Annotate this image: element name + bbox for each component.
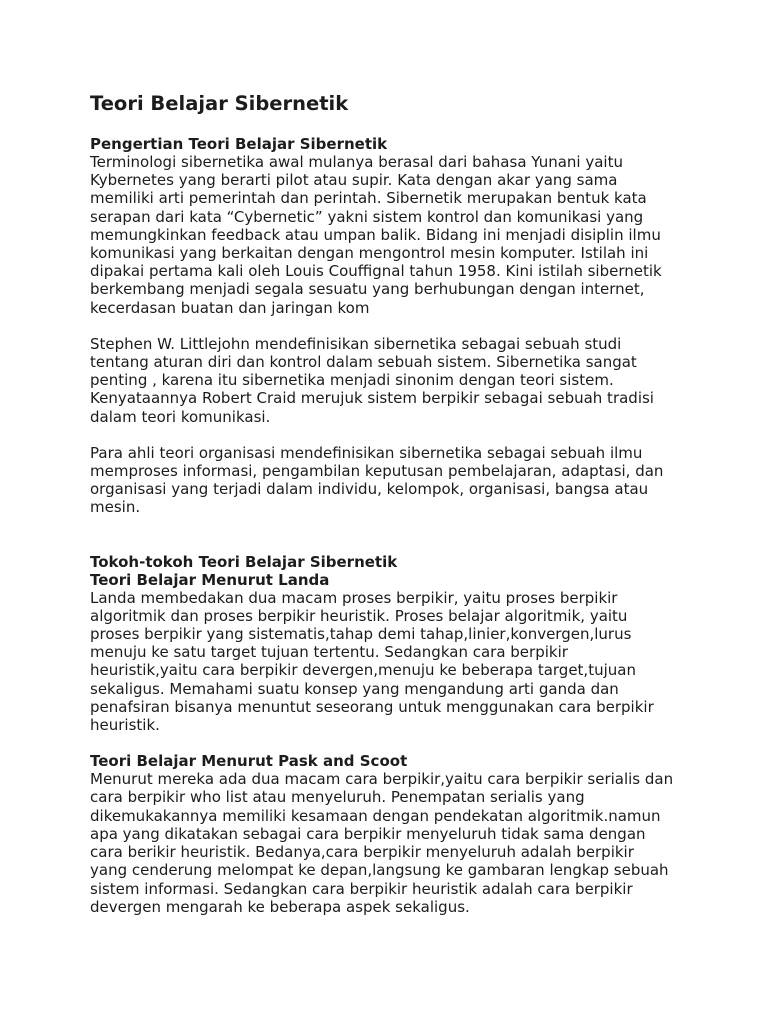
paragraph-line: devergen mengarah ke beberapa aspek sekaligus. xyxy=(90,897,470,916)
paragraph xyxy=(90,335,678,426)
spacer xyxy=(90,317,678,335)
paragraph xyxy=(90,770,678,916)
paragraph-line: dipakai pertama kali oleh Louis Couffignal tahun 1958. Kini istilah sibernetik xyxy=(90,262,662,281)
paragraph xyxy=(90,153,678,317)
paragraph-line: yang cenderung melompat ke depan,langsung ke gambaran lengkap sebuah xyxy=(90,861,669,880)
paragraph-line: proses berpikir yang sistematis,tahap demi tahap,linier,konvergen,lurus xyxy=(90,625,632,644)
paragraph-line: heuristik,yaitu cara berpikir devergen,menuju ke beberapa target,tujuan xyxy=(90,661,636,680)
paragraph-line: dikemukakannya memiliki kesamaan dengan pendekatan algoritmik.namun xyxy=(90,806,661,825)
paragraph-line: apa yang dikatakan sebagai cara berpikir menyeluruh tidak sama dengan xyxy=(90,824,646,843)
paragraph-line: kecerdasan buatan dan jaringan kom xyxy=(90,298,370,317)
paragraph-line: sekaligus. Memahami suatu konsep yang mengandung arti ganda dan xyxy=(90,679,619,698)
document-section xyxy=(90,752,678,916)
paragraph-line: penting , karena itu sibernetika menjadi sinonim dengan teori sistem. xyxy=(90,371,614,390)
paragraph-line: Landa membedakan dua macam proses berpikir, yaitu proses berpikir xyxy=(90,588,618,607)
paragraph-line: Kenyataannya Robert Craid merujuk sistem berpikir sebagai sebuah tradisi xyxy=(90,389,654,408)
spacer xyxy=(90,426,678,444)
paragraph-line: memiliki arti pemerintah dan perintah. Sibernetik merupakan bentuk kata xyxy=(90,189,647,208)
paragraph-line: cara berikir heuristik. Bedanya,cara berpikir menyeluruh adalah berpikir xyxy=(90,843,634,862)
section-heading: Teori Belajar Menurut Landa xyxy=(90,570,330,589)
spacer xyxy=(90,734,678,752)
document-section xyxy=(90,553,678,735)
paragraph-line: Kybernetes yang berarti pilot atau supir. Kata dengan akar yang sama xyxy=(90,171,618,190)
paragraph-line: memproses informasi, pengambilan keputusan pembelajaran, adaptasi, dan xyxy=(90,462,664,481)
paragraph xyxy=(90,444,678,517)
section-heading: Pengertian Teori Belajar Sibernetik xyxy=(90,135,388,153)
paragraph-line: tentang aturan diri dan kontrol dalam sebuah sistem. Sibernetika sangat xyxy=(90,353,637,372)
paragraph-line: mesin. xyxy=(90,498,141,517)
paragraph-line: memungkinkan feedback atau umpan balik. Bidang ini menjadi disiplin ilmu xyxy=(90,225,661,244)
paragraph-line: komunikasi yang berkaitan dengan mengontrol mesin komputer. Istilah ini xyxy=(90,244,649,263)
paragraph-line: berkembang menjadi segala sesuatu yang berhubungan dengan internet, xyxy=(90,280,645,299)
paragraph-line: Para ahli teori organisasi mendefinisikan sibernetika sebagai sebuah ilmu xyxy=(90,443,643,462)
paragraph-line: menuju ke satu target tujuan tertentu. Sedangkan cara berpikir xyxy=(90,643,568,662)
paragraph-line: sistem informasi. Sedangkan cara berpikir heuristik adalah cara berpikir xyxy=(90,879,633,898)
document-section xyxy=(90,135,678,517)
section-heading: Tokoh-tokoh Teori Belajar Sibernetik xyxy=(90,552,398,571)
paragraph-line: algoritmik dan proses berpikir heuristik. Proses belajar algoritmik, yaitu xyxy=(90,606,628,625)
paragraph-line: Menurut mereka ada dua macam cara berpikir,yaitu cara berpikir serialis dan xyxy=(90,770,674,789)
spacer xyxy=(90,517,678,553)
document-title: Teori Belajar Sibernetik xyxy=(90,92,349,115)
section-heading: Teori Belajar Menurut Pask and Scoot xyxy=(90,752,408,771)
document-body xyxy=(90,135,678,916)
paragraph-line: Stephen W. Littlejohn mendefinisikan sibernetika sebagai sebuah studi xyxy=(90,334,622,353)
paragraph-line: Terminologi sibernetika awal mulanya berasal dari bahasa Yunani yaitu xyxy=(90,153,623,171)
paragraph-line: organisasi yang terjadi dalam individu, kelompok, organisasi, bangsa atau xyxy=(90,480,649,499)
paragraph-line: cara berpikir who list atau menyeluruh. Penempatan serialis yang xyxy=(90,788,585,807)
paragraph-line: penafsiran bisanya menuntut seseorang untuk menggunakan cara berpikir xyxy=(90,697,654,716)
paragraph-line: dalam teori komunikasi. xyxy=(90,407,271,426)
paragraph-line: serapan dari kata “Cybernetic” yakni sistem kontrol dan komunikasi yang xyxy=(90,207,644,226)
paragraph xyxy=(90,589,678,735)
paragraph-line: heuristik. xyxy=(90,716,160,735)
